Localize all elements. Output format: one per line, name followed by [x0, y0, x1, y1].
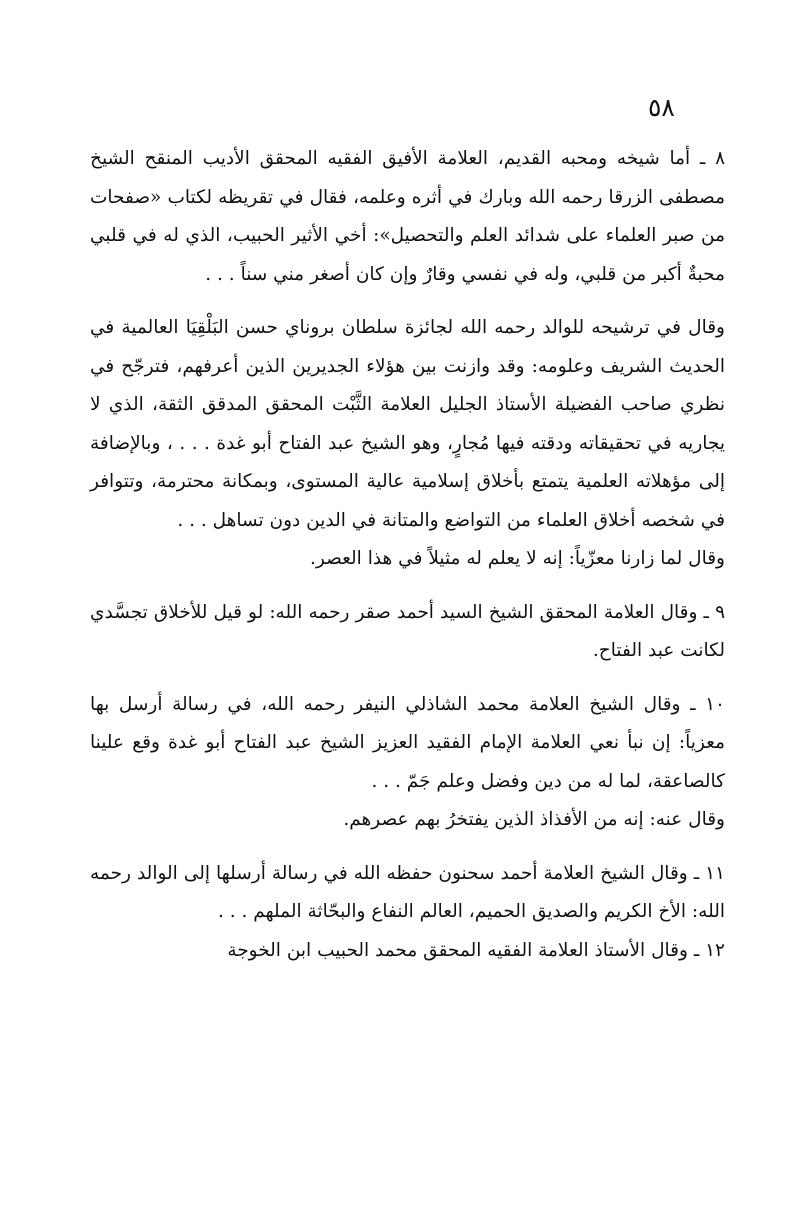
paragraph-12: ١٢ ـ وقال الأستاذ العلامة الفقيه المحقق محمد الحبيب ابن الخوجة — [227, 939, 725, 961]
page-number: ٥٨ — [648, 93, 675, 122]
paragraph-10-continued: وقال عنه: إنه من الأفذاذ الذين يفتخرُ بهم عصرهم. — [343, 809, 725, 830]
paragraph-10: ١٠ ـ وقال الشيخ العلامة محمد الشاذلي النيفر رحمه الله، في رسالة أرسل بها معزياً: إن نبأ نعي العلامة الإمام الفقيد العزيز الشيخ عبد الفتاح أبو غدة وقع علينا كالصاعقة، لما له من دين وفضل وعلم جَمّ . . . — [90, 693, 725, 792]
paragraph-11: ١١ ـ وقال الشيخ العلامة أحمد سحنون حفظه الله في رسالة أرسلها إلى الوالد رحمه الله: الأخ الكريم والصديق الحميم، العالم النفاع والبحّاثة الملهم . . . — [90, 862, 725, 922]
paragraph-8-continued: وقال في ترشيحه للوالد رحمه الله لجائزة سلطان بروناي حسن البَلْقِيَا العالمية في الحديث الشريف وعلومه: وقد وازنت بين هؤلاء الجديرين الذين أعرفهم، فترجّح في نظري صاحب الفضيلة الأستاذ الجليل العلامة الثَّبْت المحقق المدقق الثقة، الذي لا يجاريه في تحقيقاته ودقته فيها مُجارٍ، وهو الشيخ عبد الفتاح أبو غدة . . . ، وبالإضافة إلى مؤهلاته العلمية يتمتع بأخلاق إسلامية عالية المستوى، وبمكانة محترمة، وتتوافر في شخصه أخلاق العلماء من التواضع والمتانة في الدين دون تساهل . . . — [90, 317, 725, 531]
paragraph-9: ٩ ـ وقال العلامة المحقق الشيخ السيد أحمد صقر رحمه الله: لو قيل للأخلاق تجسَّدي لكانت عبد الفتاح. — [90, 601, 725, 661]
paragraph-8: ٨ ـ أما شيخه ومحبه القديم، العلامة الأفيق الفقيه المحقق الأديب المنقح الشيخ مصطفى الزرقا رحمه الله وبارك في أثره وعلمه، فقال في تقريظه لكتاب «صفحات من صبر العلماء على شدائد العلم والتحصيل»: أخي الأثير الحبيب، الذي له في قلبي محبةٌ أكبر من قلبي، وله في نفسي وقارٌ وإن كان أصغر مني سناً . . . — [90, 148, 725, 285]
body-text — [90, 140, 725, 970]
paragraph-8-condolence: وقال لما زارنا معزّياً: إنه لا يعلم له مثيلاً في هذا العصر. — [309, 548, 725, 569]
